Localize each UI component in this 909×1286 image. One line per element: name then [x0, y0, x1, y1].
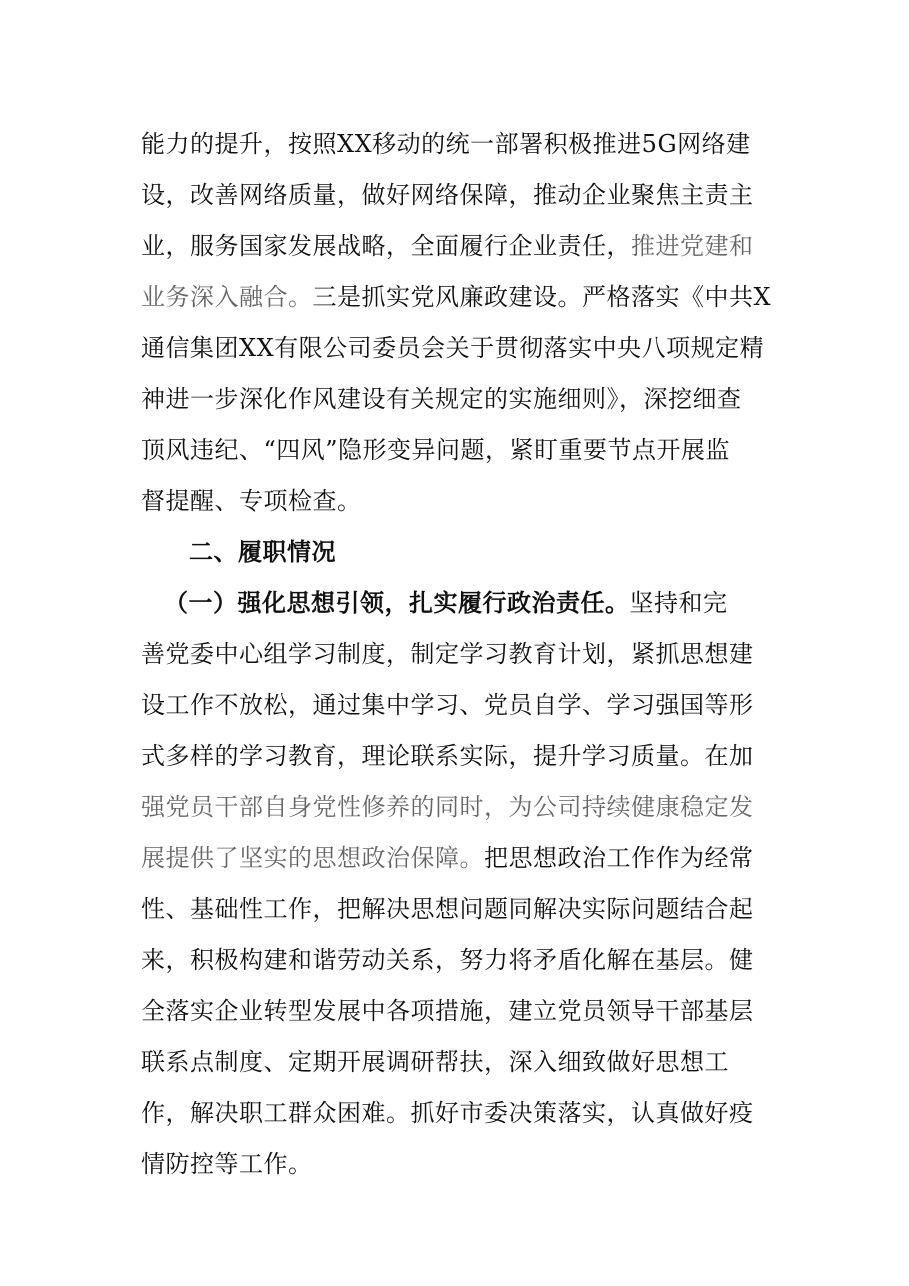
section-heading: [189, 532, 829, 572]
body-line: [141, 889, 781, 929]
line-text: 业，服务国家发展战略，全面履行企业责任，: [141, 232, 631, 260]
body-line: [141, 1042, 781, 1082]
body-line: [141, 940, 781, 980]
line-text-light: 业务深入融合。: [141, 283, 313, 311]
line-text: 全落实企业转型发展中各项措施，建立党员领导干部基层: [141, 997, 754, 1025]
line-text: 作，解决职工群众困难。抓好市委决策落实，认真做好疫: [141, 1099, 754, 1127]
body-line: [141, 634, 781, 674]
line-text: 神进一步深化作风建设有关规定的实施细则》，深挖细查: [141, 385, 742, 413]
line-text: 督提醒、专项检查。: [141, 487, 362, 515]
body-line: [141, 124, 781, 164]
line-text: 情防控等工作。: [141, 1150, 313, 1178]
body-line: [141, 1093, 781, 1133]
body-line: [141, 736, 781, 776]
body-line: [141, 991, 781, 1031]
body-line: [141, 685, 781, 725]
section-heading-text: 二、履职情况: [189, 538, 336, 566]
line-text: 把思想政治工作作为经常: [484, 844, 754, 872]
body-line: [141, 226, 781, 266]
line-text: 来，积极构建和谐劳动关系，努力将矛盾化解在基层。健: [141, 946, 754, 974]
line-text: 顶风违纪、“四风”隐形变异问题，紧盯重要节点开展监: [141, 436, 731, 464]
body-line: [141, 328, 781, 368]
body-line: [141, 1144, 781, 1184]
line-text: 式多样的学习教育，理论联系实际，提升学习质量。在加: [141, 742, 754, 770]
line-text: 通信集团XX有限公司委员会关于贯彻落实中央八项规定精: [141, 334, 765, 362]
subsection-title: （一）强化思想引领，扎实履行政治责任。: [164, 589, 630, 617]
body-line: [141, 430, 781, 470]
line-text: 善党委中心组学习制度，制定学习教育计划，紧抓思想建: [141, 640, 754, 668]
line-text: 三是抓实党风廉政建设。严格落实《中共X: [312, 283, 772, 311]
line-text: 坚持和完: [629, 589, 728, 617]
line-text-light: 推进党建和: [631, 232, 754, 260]
line-text: 联系点制度、定期开展调研帮扶，深入细致做好思想工: [141, 1048, 729, 1076]
line-text: 能力的提升，按照XX移动的统一部署积极推进5G网络建: [141, 130, 751, 158]
line-text-light: 展提供了坚实的思想政治保障。: [141, 844, 484, 872]
line-text-light: 强党员干部自身党性修养的同时，为公司持续健康稳定发: [141, 793, 754, 821]
line-text: 设工作不放松，通过集中学习、党员自学、学习强国等形: [141, 691, 754, 719]
body-line: [141, 838, 781, 878]
body-line: [164, 583, 804, 623]
body-line: [141, 787, 781, 827]
line-text: 性、基础性工作，把解决思想问题同解决实际问题结合起: [141, 895, 754, 923]
body-line: [141, 175, 781, 215]
body-line: [141, 481, 781, 521]
body-line: [141, 379, 781, 419]
body-line: [141, 277, 781, 317]
line-text: 设，改善网络质量，做好网络保障，推动企业聚焦主责主: [141, 181, 754, 209]
